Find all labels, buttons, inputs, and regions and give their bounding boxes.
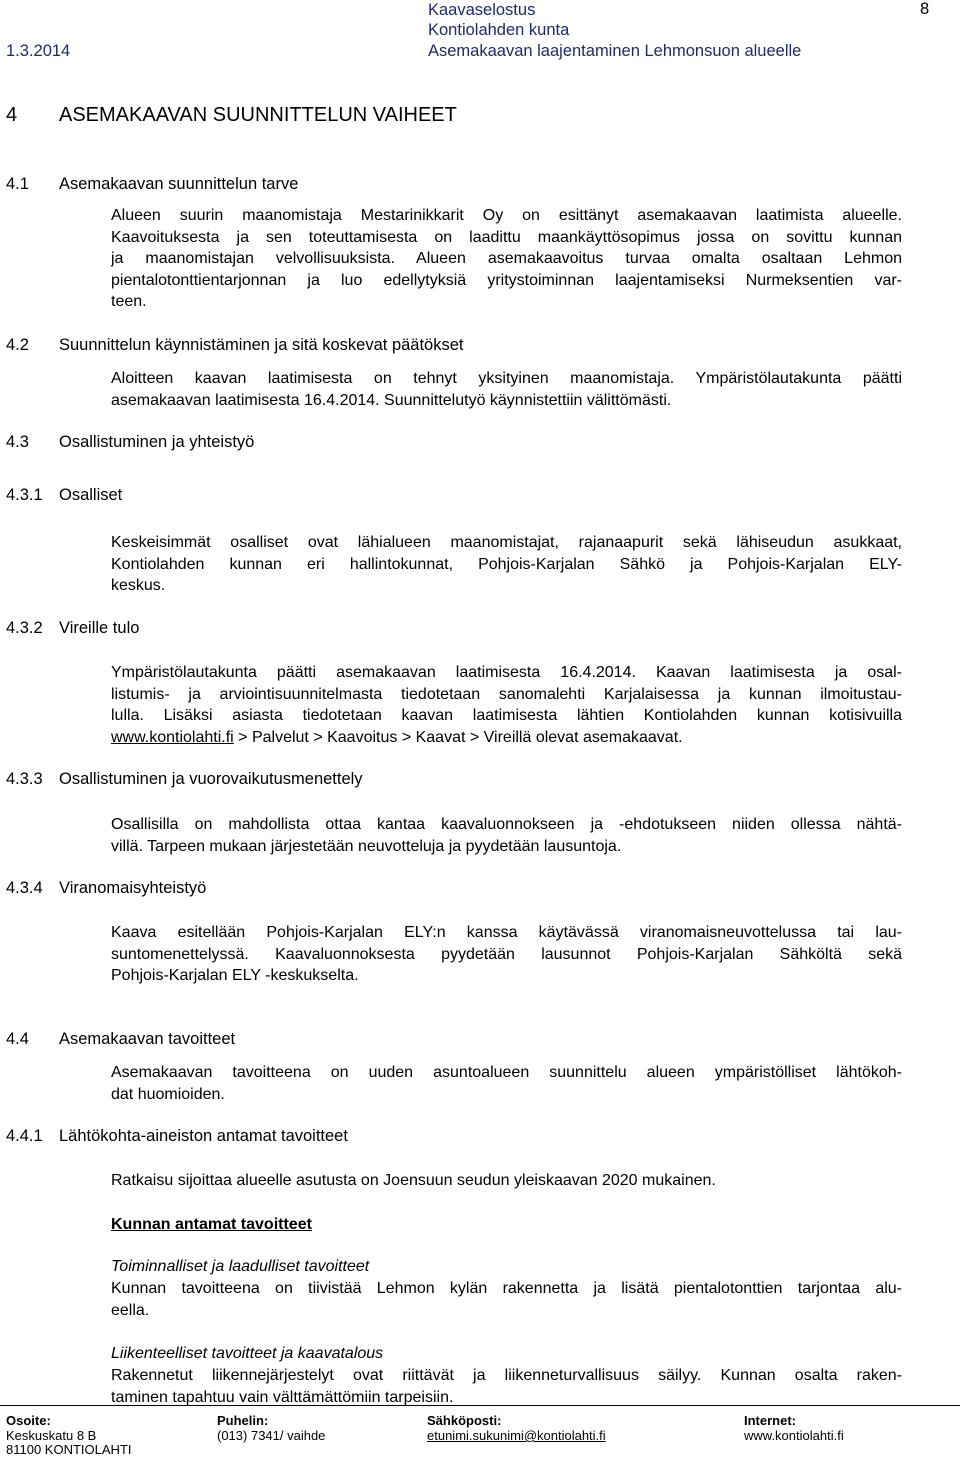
paragraph-line: Kunnan tavoitteena on tiivistää Lehmon kylän rakennetta ja lisätä pientalotonttien tarjontaa alu- — [111, 1280, 902, 1297]
section-4-2-title: Suunnittelun käynnistäminen ja sitä koskevat päätökset — [59, 336, 464, 354]
kontiolahti-link[interactable]: www.kontiolahti.fi — [111, 728, 234, 746]
paragraph-line: keskus. — [111, 577, 166, 594]
section-4-3-4-paragraph — [111, 922, 902, 987]
footer-web[interactable]: www.kontiolahti.fi — [744, 1428, 844, 1443]
paragraph-line: Rakennetut liikennejärjestelyt ovat riittävät ja liikenneturvallisuus säilyy. Kunnan osalta raken- — [111, 1367, 902, 1384]
section-4-1-title: Asemakaavan suunnittelun tarve — [59, 175, 299, 193]
paragraph-line: Ympäristölautakunta päätti asemakaavan laatimisesta 16.4.2014. Kaavan laatimisesta ja osal- — [111, 664, 902, 681]
section-4-3-number: 4.3 — [6, 433, 29, 451]
footer-email-label: Sähköposti: — [427, 1413, 502, 1428]
paragraph-line: taminen tapahtuu vain välttämättömiin tarpeisiin. — [111, 1388, 454, 1406]
paragraph-line: Osallisilla on mahdollista ottaa kantaa kaavaluonnokseen ja -ehdotukseen niiden ollessa nähtä- — [111, 816, 902, 833]
section-4-4-number: 4.4 — [6, 1030, 29, 1048]
paragraph-line: listumis- ja arviointisuunnitelmasta tiedotetaan sanomalehti Karjalaisessa ja kunnan ilmoitustau- — [111, 685, 902, 703]
paragraph-line: dat huomioiden. — [111, 1085, 225, 1103]
section-4-3-2-title: Vireille tulo — [59, 619, 140, 637]
paragraph-line: eella. — [111, 1301, 150, 1319]
section-4-4-1-line: Ratkaisu sijoittaa alueelle asutusta on Joensuun seudun yleiskaavan 2020 mukainen. — [111, 1172, 716, 1189]
section-4-title: ASEMAKAAVAN SUUNNITTELUN VAIHEET — [59, 104, 457, 126]
section-4-3-3-title: Osallistuminen ja vuorovaikutusmenettely — [59, 770, 363, 788]
section-4-3-3-number: 4.3.3 — [6, 770, 43, 788]
footer-address-line2: 81100 KONTIOLAHTI — [6, 1442, 132, 1457]
footer-phone-label: Puhelin: — [217, 1413, 269, 1428]
section-4-4-1-number: 4.4.1 — [6, 1127, 43, 1145]
section-4-3-2-number: 4.3.2 — [6, 619, 43, 637]
paragraph-line: Aloitteen kaavan laatimisesta on tehnyt yksityinen maanomistaja. Ympäristölautakunta päätti — [111, 370, 902, 387]
liikenteelliset-heading: Liikenteelliset tavoitteet ja kaavatalous — [111, 1345, 384, 1362]
paragraph-line: lulla. Lisäksi asiasta tiedotetaan kaavan laatimisesta lähtien Kontiolahden kunnan kotisivuilla — [111, 707, 902, 724]
toiminnalliset-heading: Toiminnalliset ja laadulliset tavoitteet — [111, 1258, 370, 1275]
section-4-1-number: 4.1 — [6, 175, 29, 193]
paragraph-line: pientalotonttientarjonnan ja luo edellytyksiä yritystoiminnan laajentamiseksi Nurmeksentien var- — [111, 271, 902, 289]
footer-email[interactable]: etunimi.sukunimi@kontiolahti.fi — [427, 1428, 606, 1443]
section-4-number: 4 — [6, 104, 18, 126]
section-4-3-2-paragraph — [111, 662, 902, 748]
section-4-1-paragraph — [111, 205, 902, 313]
section-4-3-1-number: 4.3.1 — [6, 486, 43, 504]
page-number: 8 — [920, 0, 930, 18]
toiminnalliset-paragraph — [111, 1278, 902, 1321]
paragraph-line: Pohjois-Karjalan ELY -keskukselta. — [111, 967, 359, 984]
section-4-4-paragraph — [111, 1062, 902, 1105]
paragraph-line — [111, 727, 902, 749]
paragraph-line: ja maanomistajan velvollisuuksista. Alueen asemakaavoitus turvaa omalta osaltaan Lehmon — [111, 250, 902, 267]
section-4-3-4-number: 4.3.4 — [6, 879, 43, 897]
footer-address-line1: Keskuskatu 8 B — [6, 1428, 97, 1443]
link-path-text: > Palvelut > Kaavoitus > Kaavat > Vireillä olevat asemakaavat. — [233, 728, 683, 746]
header-subtitle: Asemakaavan laajentaminen Lehmonsuon alueelle — [428, 42, 802, 60]
kunnan-tavoitteet-heading: Kunnan antamat tavoitteet — [111, 1216, 312, 1233]
footer-address-label: Osoite: — [6, 1413, 51, 1428]
paragraph-line: suntomenettelyssä. Kaavaluonnoksesta pyydetään lausunnot Pohjois-Karjalan Sähköltä sekä — [111, 945, 902, 963]
paragraph-line: Kontiolahden kunnan eri hallintokunnat, Pohjois-Karjalan Sähkö ja Pohjois-Karjalan ELY- — [111, 555, 902, 573]
footer-divider — [0, 1405, 960, 1406]
footer-web-label: Internet: — [744, 1413, 796, 1428]
section-4-3-1-title: Osalliset — [59, 486, 123, 504]
liikenteelliset-paragraph — [111, 1365, 902, 1408]
header-doc-type: Kaavaselostus — [428, 1, 536, 19]
section-4-3-4-title: Viranomaisyhteistyö — [59, 879, 207, 897]
section-4-3-title: Osallistuminen ja yhteistyö — [59, 433, 255, 451]
paragraph-line: Asemakaavan tavoitteena on uuden asuntoalueen suunnittelu alueen ympäristölliset lähtökoh- — [111, 1064, 902, 1081]
paragraph-line: Keskeisimmät osalliset ovat lähialueen maanomistajat, rajanaapurit sekä lähiseudun asukkaat, — [111, 534, 902, 551]
section-4-3-3-paragraph — [111, 814, 902, 857]
section-4-4-1-title: Lähtökohta-aineiston antamat tavoitteet — [59, 1127, 348, 1145]
section-4-2-paragraph — [111, 368, 902, 411]
section-4-3-1-paragraph — [111, 532, 902, 597]
header-date: 1.3.2014 — [6, 42, 71, 60]
footer-phone: (013) 7341/ vaihde — [217, 1428, 326, 1443]
header-municipality: Kontiolahden kunta — [428, 21, 570, 39]
paragraph-line: asemakaavan laatimisesta 16.4.2014. Suunnittelutyö käynnistettiin välittömästi. — [111, 391, 672, 409]
paragraph-line: teen. — [111, 293, 147, 310]
paragraph-line: Kaavoituksesta ja sen toteuttamisesta on laadittu maankäyttösopimus jossa on sovittu kunnan — [111, 228, 902, 246]
paragraph-line: Alueen suurin maanomistaja Mestarinikkarit Oy on esittänyt asemakaavan laatimista alueelle. — [111, 207, 902, 224]
section-4-4-title: Asemakaavan tavoitteet — [59, 1030, 236, 1048]
paragraph-line: Kaava esitellään Pohjois-Karjalan ELY:n kanssa käytävässä viranomaisneuvottelussa tai lau- — [111, 924, 902, 941]
paragraph-line: villä. Tarpeen mukaan järjestetään neuvotteluja ja pyydetään lausuntoja. — [111, 837, 622, 855]
section-4-2-number: 4.2 — [6, 336, 29, 354]
